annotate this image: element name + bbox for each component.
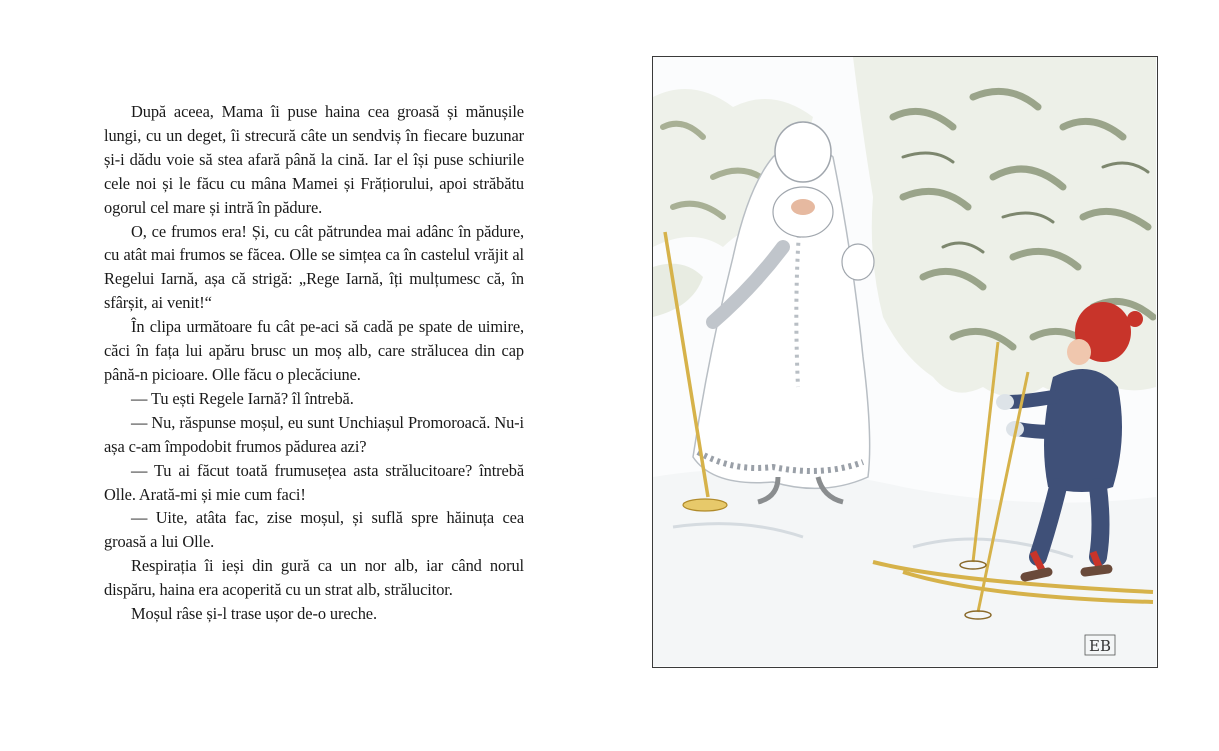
story-paragraph: — Tu ai făcut toată frumusețea asta strălucitoare? întrebă Olle. Arată-mi și mie cum faci! (104, 460, 524, 504)
illustration-frame (652, 56, 1158, 668)
story-paragraph: — Nu, răspunse moșul, eu sunt Unchiașul Promoroacă. Nu-i așa c-am împodobit frumos pădurea azi? (104, 412, 524, 456)
story-paragraph: — Uite, atâta fac, zise moșul, și suflă spre hăinuța cea groasă a lui Olle. (104, 508, 524, 552)
story-text-column (104, 100, 524, 626)
story-paragraph: O, ce frumos era! Și, cu cât pătrundea mai adânc în pădure, cu atât mai frumos se făcea. Olle se simțea ca în castelul vrăjit al Regelui Iarnă, așa că strigă: „Rege Iarnă, îți mulțumesc că, în sfârșit, ai venit!“ (104, 221, 524, 313)
story-paragraph: Respirația îi ieși din gură ca un nor alb, iar când norul dispăru, haina era acoperită cu un strat alb, strălucitor. (104, 556, 524, 600)
story-paragraph: După aceea, Mama îi puse haina cea groasă și mănușile lungi, cu un deget, îi strecură câte un sendviș în fiecare buzunar și-i dădu voie să stea afară până la cină. Iar el își puse schiurile cele noi și le făcu cu mâna Mamei și Frățiorului, apoi străbătu ogorul cel mare și intră în pădure. (104, 102, 524, 217)
story-paragraph: Moșul râse și-l trase ușor de-o ureche. (131, 604, 377, 624)
story-paragraph: — Tu ești Regele Iarnă? îl întrebă. (131, 388, 354, 408)
artist-monogram (1085, 635, 1115, 655)
winter-forest-illustration (653, 57, 1156, 666)
svg-text:EB: EB (1089, 637, 1111, 655)
story-paragraph: În clipa următoare fu cât pe-aci să cadă pe spate de uimire, căci în fața lui apăru brusc un moș alb, care strălucea din cap până-n picioare. Olle făcu o plecăciune. (104, 317, 524, 384)
